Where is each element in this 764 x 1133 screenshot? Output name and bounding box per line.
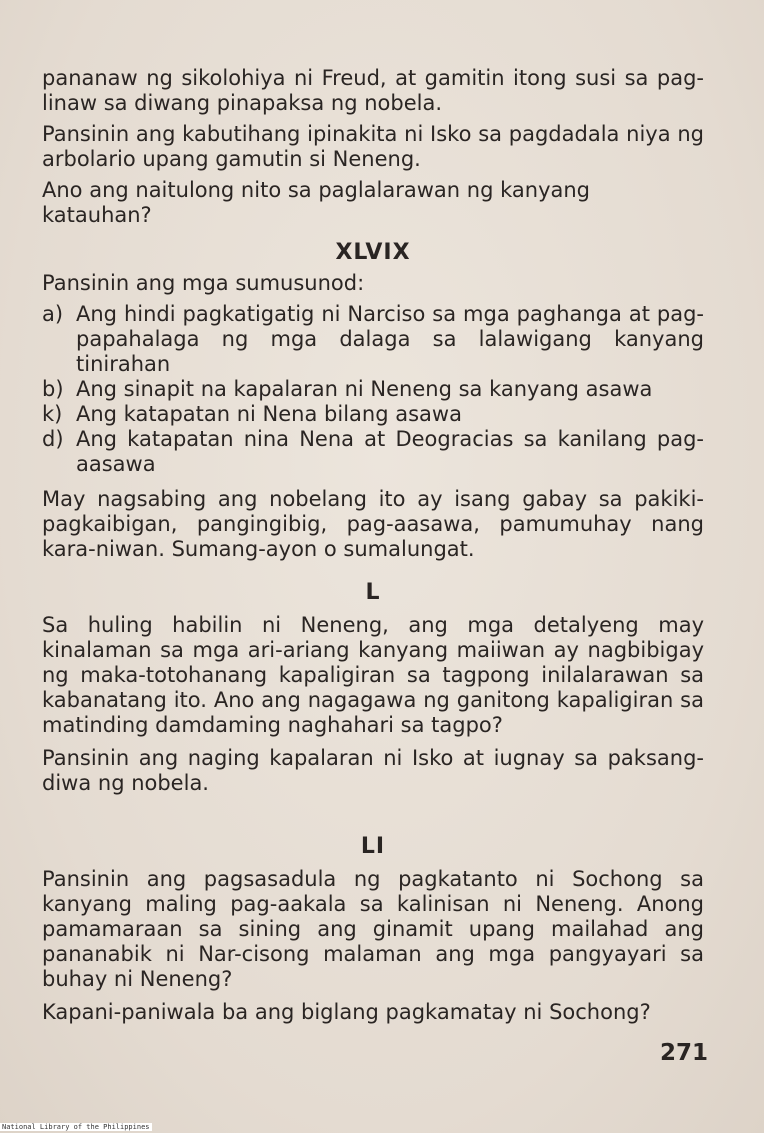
paragraph: Kapani-paniwala ba ang biglang pagkamatay ni Sochong? (42, 1000, 651, 1024)
list-item (42, 402, 704, 427)
page-number: 271 (659, 1040, 708, 1066)
paragraph: Pansinin ang pagsasadula ng pagkatanto ni Sochong sa kanyang maling pag-aakala sa kalinisan ni Neneng. Anong pamamaraan sa sining ang ginamit upang mailahad ang pananabik ni Nar-cisong malaman ang mga pangyayari sa buhay ni Neneng? (42, 867, 704, 991)
list-intro: Pansinin ang mga sumusunod: (42, 271, 365, 295)
paragraph: Ano ang naitulong nito sa paglalarawan ng kanyang katauhan? (42, 178, 591, 227)
list-item-label: a) (42, 302, 64, 326)
list-item-label: b) (42, 377, 64, 401)
list-item-text: Ang katapatan ni Nena bilang asawa (76, 402, 462, 426)
question-list (42, 302, 704, 477)
opening-block (42, 66, 704, 228)
section-l (42, 580, 704, 796)
list-item (42, 302, 704, 377)
list-item-text: Ang sinapit na kapalaran ni Neneng sa kanyang asawa (76, 377, 653, 401)
paragraph: May nagsabing ang nobelang ito ay isang gabay sa pakiki-pagkaibigan, pangingibig, pag-aasawa, pamumuhay nang kara-niwan. Sumang-ayon o sumalungat. (42, 487, 704, 561)
library-credit: National Library of the Philippines (2, 1123, 150, 1131)
list-item-label: d) (42, 427, 64, 451)
list-item-text: Ang hindi pagkatigatig ni Narciso sa mga paghanga at pag-papahalaga ng mga dalaga sa lalawigang kanyang tinirahan (76, 302, 704, 376)
section-heading: L (365, 580, 381, 605)
list-item-label: k) (42, 402, 63, 426)
paragraph: Sa huling habilin ni Neneng, ang mga detalyeng may kinalaman sa mga ari-ariang kanyang maiiwan ay nagbibigay ng maka-totohanang kapaligiran sa tagpong inilalarawan sa kabanatang ito. Ano ang nagagawa ng ganitong kapaligiran sa matinding damdaming naghahari sa tagpo? (42, 613, 704, 737)
section-xlvix (42, 240, 704, 562)
list-item-text: Ang katapatan nina Nena at Deogracias sa kanilang pag-aasawa (76, 427, 704, 476)
section-heading: LI (360, 834, 386, 859)
section-heading: XLVIX (335, 240, 411, 265)
paragraph: Pansinin ang kabutihang ipinakita ni Isko sa pagdadala niya ng arbolario upang gamutin si Neneng. (42, 122, 704, 171)
list-item (42, 427, 704, 477)
list-item (42, 377, 704, 402)
section-li (42, 834, 704, 1025)
paragraph: pananaw ng sikolohiya ni Freud, at gamitin itong susi sa pag-linaw sa diwang pinapaksa ng nobela. (42, 66, 704, 115)
paragraph: Pansinin ang naging kapalaran ni Isko at iugnay sa paksang-diwa ng nobela. (42, 746, 704, 795)
